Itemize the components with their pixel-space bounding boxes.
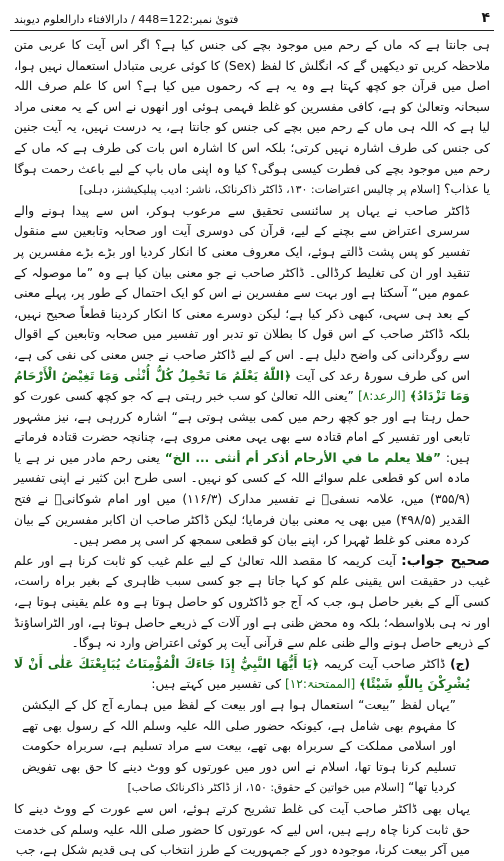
verse-reference: [الرعد:۸] — [357, 389, 406, 404]
paragraph-text: یہاں بھی ڈاکٹر صاحب آیت کی غلط تشریح کرتے ہوئے، اس سے عورت کے ووٹ دینے کا حق ثابت کرنا چاہ رہے ہیں، اس لیے کہ عورتوں کا حضور صلی اللہ علیہ وسلم کی خدمت میں آکر بیعت کرنا، موجودہ دور کے جمہوریت کے طرز انتخاب کی ہی قدیم شکل ہے، جب — [14, 801, 470, 858]
paragraph-text: کی تفسیر میں کہتے ہیں: — [151, 677, 282, 692]
citation: [اسلام میں خواتین کے حقوق: ۱۵۰، از ڈاکٹر ذاکرنائک صاحب] — [127, 781, 405, 795]
page-header — [10, 4, 494, 31]
paragraph-text: ڈاکٹر صاحب نے یہاں پر سائنسی تحقیق سے مرعوب ہوکر، اس سے پیدا ہونے والے سرسری اعتراض سے بچنے کے لیے، قرآن کی دوسری آیت اور صحابہ وتابعین سے منقول تفسیر کو پس پشت ڈالتے ہوئے، ایک معروف معنی کا انکار کردیا اور بڑے بڑے مفسرین پر تنقید اور ان کی تغلیط کرڈالی۔ ڈاکٹر صاحب نے جو معنی بیان کیا ہے وہ ”ما موصولہ کے عموم میں“ آسکتا ہے اور بہت سے مفسرین نے اس کو ایک احتمال کے طور پر، پہلے معنی کے بعد ہی سہی، کبھی ذکر کیا ہے؛ لیکن دوسرے معنی کا انکار کردینا قطعاً صحیح نہیں، بلکہ ڈاکٹر صاحب کے اس قول کا بطلان تو تدبر اور تفسیر میں صحابہ وتابعین کے اقوال سے روگردانی کی واضح دلیل ہے۔ اس کے لیے ڈاکٹر صاحب نے جس معنی کی نفی کی ہے، اس کی طرف سورۂ رعد کی آیت — [14, 203, 470, 383]
quran-verse: ﴿اللّٰهُ يَعْلَمُ مَا تَحْمِلُ كُلُّ أُنْثٰى وَمَا تَغِيْضُ الْأَرْحَامُ وَمَا تَزْدَادُ﴾ — [14, 368, 471, 404]
paragraph — [14, 35, 490, 201]
arabic-quote: ”فلا يعلم ما في الأرحام أذكر أم أنثى ... الخ“ — [164, 450, 442, 465]
paragraph — [14, 654, 490, 695]
item-label: (ج) — [450, 656, 471, 671]
paragraph-text: یعنی رحم مادر میں نر ہے یا مادہ اس کو قطعی علم سوائے اللہ کے کسی کو نہیں۔ اسی طرح ابن کثیر نے اپنی تفسیر (۳۵۵/۹) میں، علامہ نسفیؒ نے تفسیر مدارک (۱۱۶/۳) میں اور امام شوکانیؒ نے فتح القدیر (۴۹۸/۵) میں بھی یہ معنی بیان فرمایا؛ لیکن ڈاکٹر صاحب ان اکابر مفسرین کے بیان کردہ معنی کو غلط ٹھہرا کر، اپنے بیان کو قطعی سمجھ کر اسی پر مصر ہیں۔ — [14, 450, 470, 548]
running-head: فتویٰ نمبر:122=448 / دارالافتاء دارالعلوم دیوبند — [14, 13, 239, 26]
paragraph — [14, 799, 490, 861]
document-body — [10, 31, 494, 861]
paragraph-text: اشارہ کررہی ہے، نیز مشہور تابعی اور تفسیر کے امام قتادہ سے بھی یہی معنی مروی ہے، چنانچہ حضرت قتادہ فرماتے ہیں: — [14, 409, 471, 465]
paragraph — [14, 201, 490, 551]
paragraph — [14, 551, 490, 654]
paragraph-text: ڈاکٹر صاحب آیت کریمہ — [323, 656, 446, 671]
verse-reference: [الممتحنۃ:۱۲] — [284, 677, 356, 692]
block-quote — [14, 695, 490, 799]
paragraph-text: آیت کریمہ کا مقصد اللہ تعالیٰ کے لیے علم غیب کو ثابت کرنا ہے اور علم غیب در حقیقت اس یقینی علم کو کہا جاتا ہے جو کسی سبب ظاہری کے بغیر براہ راست، کسی آلے کے بغیر حاصل ہو، جب کہ آج جو ڈاکٹروں کو حاصل ہوتا ہے وہ علم یقینی ہوتا ہے، اور نہ ہی بلاواسطہ؛ بلکہ وہ محض ظنی ہے اور آلات کے ذریعے حاصل ہوتا ہے، اور الٹراساؤنڈ کے ذریعے حاصل ہونے والے ظنی علم سے قرآنی آیت پر کوئی اعتراض وارد نہ ہوگا۔ — [14, 553, 490, 651]
page-number: ۴ — [481, 10, 490, 26]
quote-text: ”یہاں لفظ ”بیعت“ استعمال ہوا ہے اور بیعت کے لفظ میں ہمارے آج کل کے الیکشن کا مفہوم بھی شامل ہے، کیونکہ حضور صلی اللہ علیہ وسلم اللہ کے رسول بھی تھے اور اسلامی مملکت کے سربراہ بھی تھے، بیعت سے مراد تسلیم ہے، سربراہ حکومت تسلیم کرنا ہوتا تھا، اسلام نے اس دور میں عورتوں کو ووٹ دینے کا حق بھی تفویض کردیا تھا“ — [22, 698, 456, 795]
verse-translation: ”یعنی اللہ تعالیٰ کو سب خبر رہتی ہے کہ جو کچھ کسی عورت کو حمل رہتا ہے اور جو کچھ رحم میں کمی بیشی ہوتی ہے“ — [14, 389, 471, 424]
paragraph-text: ہی جانتا ہے کہ ماں کے رحم میں موجود بچے کی جنس کیا ہے؟ اگر اس آیت کا عربی متن ملاحظہ کریں تو دیکھیں گے کہ انگلش کا لفظ (Sex) کا کوئی عربی متبادل استعمال نہیں ہوا، اصل میں قرآن جو کچھ کہتا ہے وہ یہ ہے کہ رحموں میں کیا ہے؟ اس کا علم صرف اللہ سبحانہ وتعالیٰ کو ہے، کافی مفسرین کو غلط فہمی ہوئی اور انھوں نے اس کے یہ معنی مراد لیا ہے کہ اللہ ہی ماں کے رحم میں بچے کی جنس کو جانتا ہے، یہ درست نہیں، یہ آیت جنین کی جنس کی طرف اشارہ نہیں کرتی؛ بلکہ اس کا اشارہ اس بات کی طرف ہے کہ ماں کے رحم میں موجود بچے کی فطرت کیسی ہوگی؟ کیا وہ اپنی ماں باپ کے لیے باعث رحمت ہوگا یا عذاب؟ — [14, 38, 490, 197]
section-heading: صحیح جواب: — [401, 552, 490, 569]
quran-verse: ﴿يَا أَيُّهَا النَّبِيُّ إِذَا جَاءَكَ الْمُؤْمِنَاتُ يُبَايِعْنَكَ عَلٰى أَنْ لَا يُشْرِكْنَ بِاللّٰهِ شَيْئًا﴾ — [14, 656, 470, 692]
citation: [اسلام پر چالیس اعتراضات: ۱۳۰، ڈاکٹر ذاکرنائک، ناشر: ادیب پبلیکیشنز، دہلی] — [79, 183, 441, 197]
